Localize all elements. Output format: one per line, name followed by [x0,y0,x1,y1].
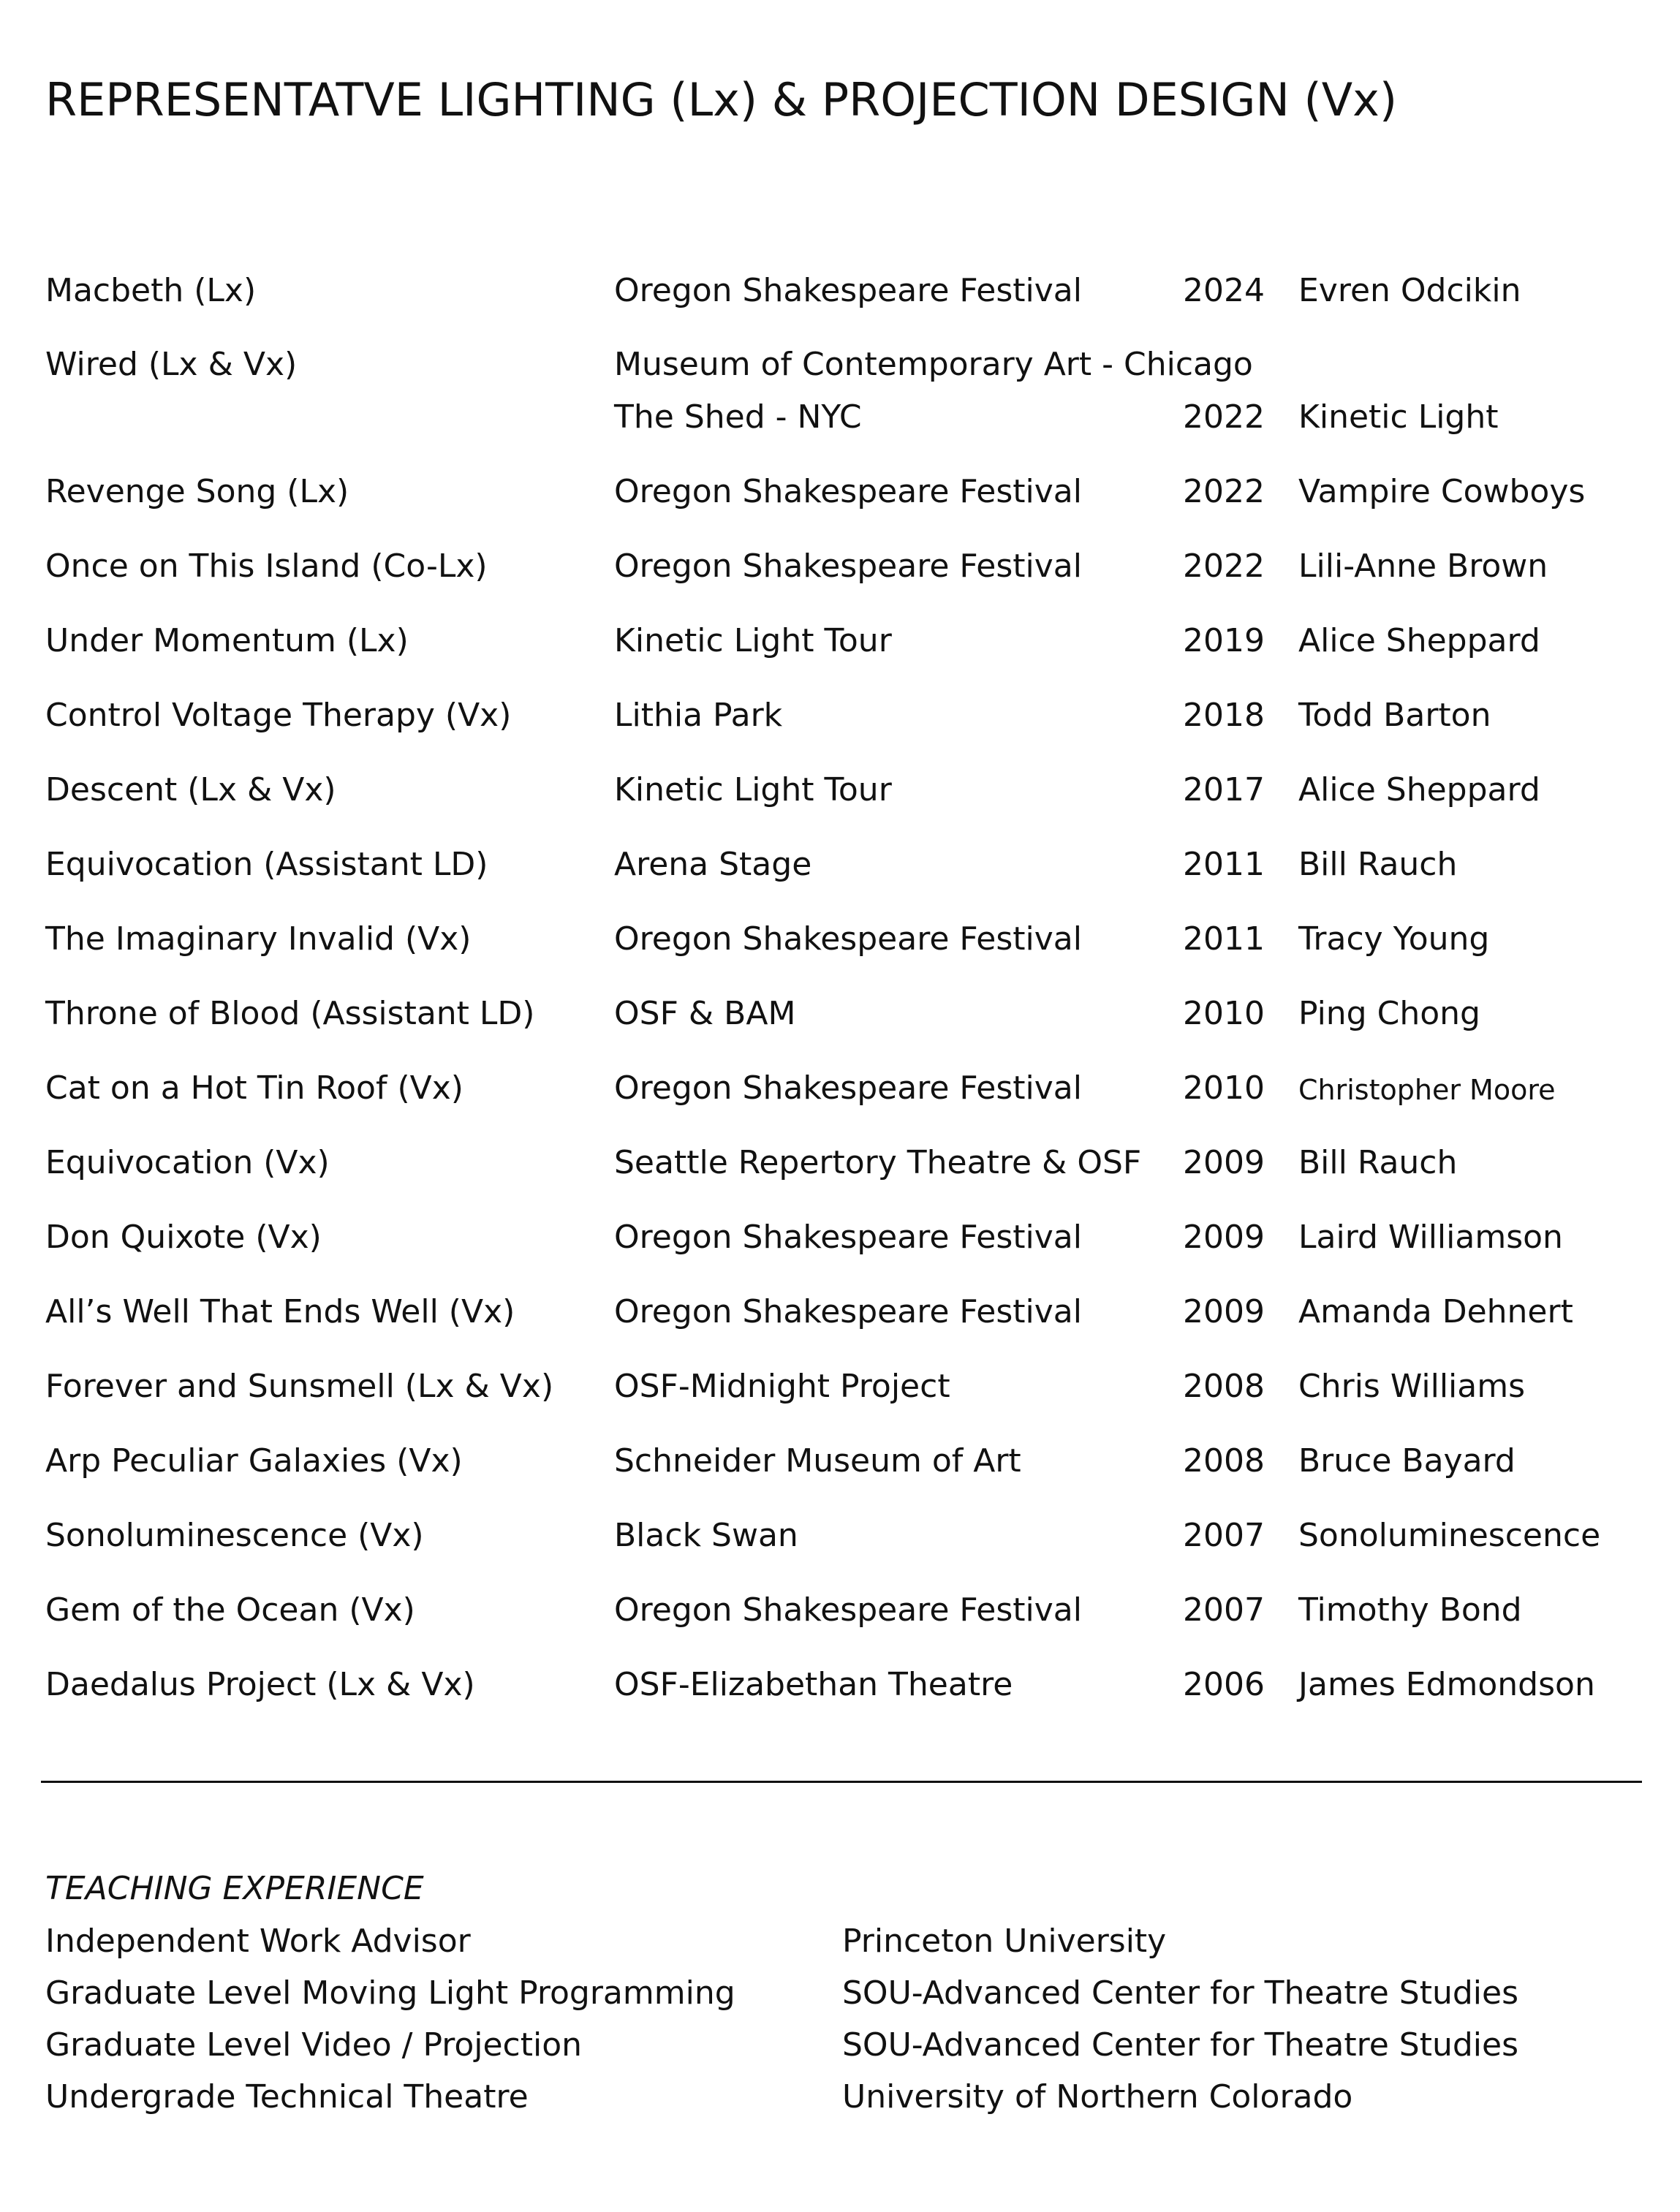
production-row [0,1293,1680,1352]
production-row [0,1591,1680,1650]
production-title: Descent (Lx & Vx) [45,771,336,808]
production-row [0,1442,1680,1501]
production-venue: Museum of Contemporary Art - Chicago [614,346,1253,383]
production-row [0,1219,1680,1277]
production-director: Chris Williams [1298,1368,1526,1405]
production-year: 2008 [1183,1368,1265,1405]
production-director: Bill Rauch [1298,1144,1458,1181]
section-divider [41,1781,1642,1783]
production-venue: OSF & BAM [614,995,796,1032]
production-row [0,1517,1680,1575]
production-title: Wired (Lx & Vx) [45,346,298,383]
production-director: Lili-Anne Brown [1298,548,1548,585]
production-year: 2017 [1183,771,1265,808]
production-title: All’s Well That Ends Well (Vx) [45,1293,515,1330]
production-row [0,548,1680,606]
production-venue: Arena Stage [614,846,812,883]
production-venue: Seattle Repertory Theatre & OSF [614,1144,1142,1181]
production-year: 2006 [1183,1666,1265,1703]
production-director: Sonoluminescence [1298,1517,1601,1554]
production-director: James Edmondson [1298,1666,1595,1703]
production-title: Don Quixote (Vx) [45,1219,322,1256]
production-title: Equivocation (Assistant LD) [45,846,488,883]
production-row [0,1368,1680,1426]
production-director: Alice Sheppard [1298,771,1540,808]
production-venue: Oregon Shakespeare Festival [614,1591,1082,1629]
production-venue: Oregon Shakespeare Festival [614,1069,1082,1107]
production-title: Equivocation (Vx) [45,1144,330,1181]
production-row [0,1069,1680,1128]
production-venue: Oregon Shakespeare Festival [614,1293,1082,1330]
production-director: Vampire Cowboys [1298,473,1586,510]
production-title: Daedalus Project (Lx & Vx) [45,1666,475,1703]
teaching-course: Graduate Level Moving Light Programming [45,1974,735,2012]
production-director: Amanda Dehnert [1298,1293,1573,1330]
production-venue: OSF-Midnight Project [614,1368,950,1405]
production-title: Sonoluminescence (Vx) [45,1517,424,1554]
teaching-course: Undergrade Technical Theatre [45,2078,529,2116]
production-title: The Imaginary Invalid (Vx) [45,920,472,958]
production-venue: The Shed - NYC [614,398,862,436]
production-title: Control Voltage Therapy (Vx) [45,697,512,734]
production-year: 2008 [1183,1442,1265,1480]
production-venue: OSF-Elizabethan Theatre [614,1666,1013,1703]
production-director: Kinetic Light [1298,398,1499,436]
production-title: Once on This Island (Co-Lx) [45,548,488,585]
teaching-institution: Princeton University [842,1923,1167,1960]
production-year: 2011 [1183,920,1265,958]
production-venue: Black Swan [614,1517,798,1554]
production-title: Cat on a Hot Tin Roof (Vx) [45,1069,463,1107]
production-year: 2009 [1183,1144,1265,1181]
production-director: Tracy Young [1298,920,1490,958]
production-row [0,771,1680,830]
teaching-heading: TEACHING EXPERIENCE [45,1870,424,1907]
teaching-institution: SOU-Advanced Center for Theatre Studies [842,2026,1519,2064]
production-year: 2019 [1183,622,1265,659]
production-title: Arp Peculiar Galaxies (Vx) [45,1442,463,1480]
page-title: REPRESENTATVE LIGHTING (Lx) & PROJECTION DESIGN (Vx) [45,73,1398,126]
production-director: Alice Sheppard [1298,622,1540,659]
production-venue: Kinetic Light Tour [614,771,892,808]
production-director: Todd Barton [1298,697,1491,734]
production-year: 2024 [1183,272,1265,309]
production-row [0,846,1680,904]
production-director: Ping Chong [1298,995,1480,1032]
production-row [0,697,1680,755]
production-venue: Oregon Shakespeare Festival [614,920,1082,958]
production-row [0,1666,1680,1724]
production-director: Bill Rauch [1298,846,1458,883]
production-year: 2022 [1183,548,1265,585]
production-year: 2010 [1183,995,1265,1032]
teaching-course: Graduate Level Video / Projection [45,2026,583,2064]
production-year: 2009 [1183,1219,1265,1256]
production-title: Gem of the Ocean (Vx) [45,1591,415,1629]
production-venue: Oregon Shakespeare Festival [614,548,1082,585]
production-director: Christopher Moore [1298,1074,1556,1106]
teaching-institution: University of Northern Colorado [842,2078,1353,2116]
production-venue: Oregon Shakespeare Festival [614,272,1082,309]
production-year: 2022 [1183,473,1265,510]
production-year: 2011 [1183,846,1265,883]
production-title: Under Momentum (Lx) [45,622,409,659]
production-row [0,473,1680,531]
production-row [0,398,1680,457]
teaching-course: Independent Work Advisor [45,1923,471,1960]
production-row [0,272,1680,330]
production-year: 2007 [1183,1591,1265,1629]
production-venue: Oregon Shakespeare Festival [614,1219,1082,1256]
production-year: 2018 [1183,697,1265,734]
production-venue: Oregon Shakespeare Festival [614,473,1082,510]
production-venue: Kinetic Light Tour [614,622,892,659]
production-venue: Lithia Park [614,697,783,734]
production-row [0,1144,1680,1202]
production-year: 2007 [1183,1517,1265,1554]
production-director: Bruce Bayard [1298,1442,1516,1480]
production-title: Forever and Sunsmell (Lx & Vx) [45,1368,554,1405]
production-director: Evren Odcikin [1298,272,1521,309]
production-row [0,622,1680,681]
production-year: 2022 [1183,398,1265,436]
production-year: 2010 [1183,1069,1265,1107]
production-title: Throne of Blood (Assistant LD) [45,995,535,1032]
production-title: Macbeth (Lx) [45,272,257,309]
production-year: 2009 [1183,1293,1265,1330]
production-venue: Schneider Museum of Art [614,1442,1021,1480]
production-row [0,920,1680,979]
production-director: Timothy Bond [1298,1591,1522,1629]
teaching-institution: SOU-Advanced Center for Theatre Studies [842,1974,1519,2012]
production-director: Laird Williamson [1298,1219,1563,1256]
production-row [0,995,1680,1053]
production-row [0,346,1680,404]
production-title: Revenge Song (Lx) [45,473,349,510]
